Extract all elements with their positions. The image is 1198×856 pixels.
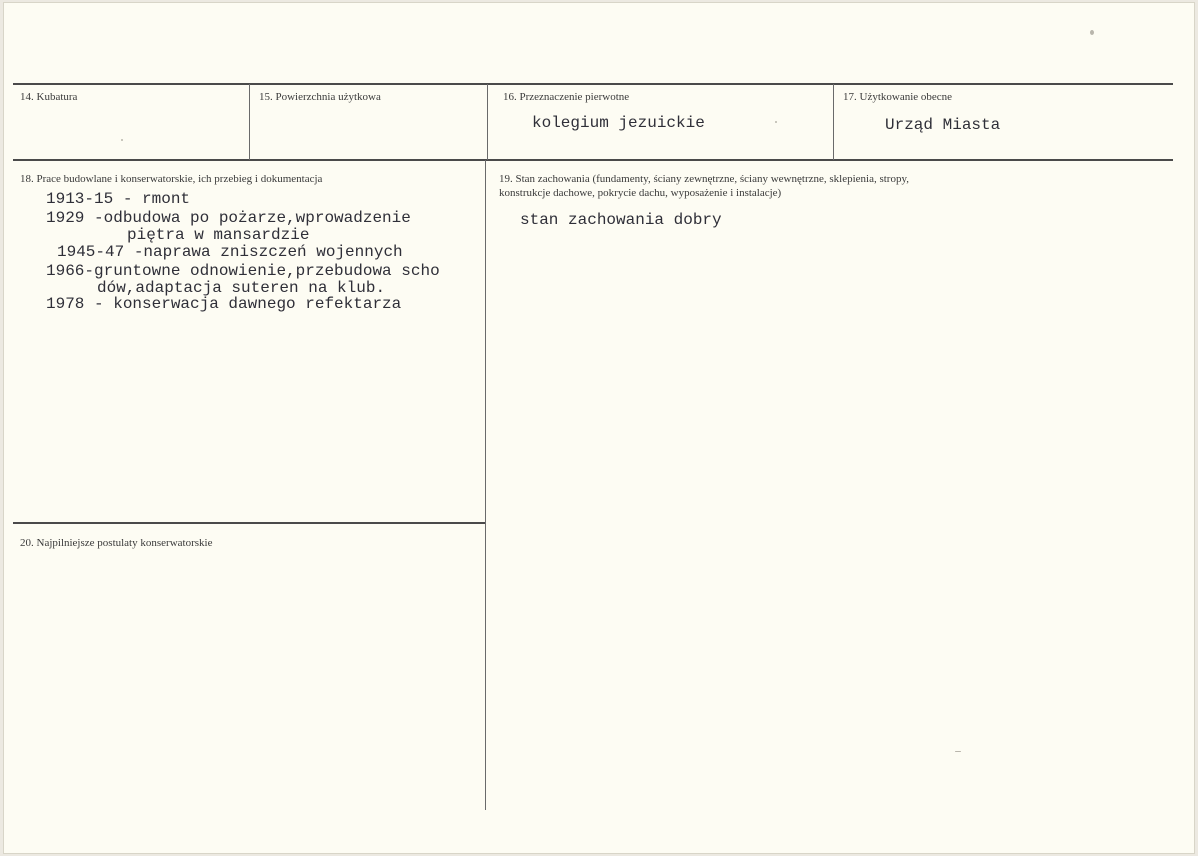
divider-14-15 bbox=[249, 84, 250, 160]
field-18-line: dów,adaptacja suteren na klub. bbox=[97, 279, 386, 297]
field-18-line: 1913-15 - rmont bbox=[46, 190, 191, 208]
field-18-line: piętra w mansardzie bbox=[127, 226, 310, 244]
paper-speck bbox=[775, 121, 777, 123]
field-17-uzytkowanie-label: 17. Użytkowanie obecne bbox=[843, 91, 953, 103]
field-18-line: 1966-gruntowne odnowienie,przebudowa scho bbox=[46, 262, 440, 280]
field-19-stan-label-line1: 19. Stan zachowania (fundamenty, ściany zewnętrzne, ściany wewnętrzne, sklepienia, stropy, bbox=[499, 173, 910, 185]
record-card bbox=[3, 2, 1195, 854]
field-19-stan-label-line2: konstrukcje dachowe, pokrycie dachu, wyposażenie i instalacje) bbox=[499, 187, 782, 199]
paper-speck bbox=[955, 751, 961, 752]
divider-16-17 bbox=[833, 84, 834, 160]
field-18-line: 1929 -odbudowa po pożarze,wprowadzenie bbox=[46, 209, 411, 227]
field-18-prace-label: 18. Prace budowlane i konserwatorskie, ich przebieg i dokumentacja bbox=[20, 173, 323, 185]
field-18-line: 1945-47 -naprawa zniszczeń wojennych bbox=[57, 243, 403, 261]
paper-speck bbox=[121, 139, 123, 141]
field-16-przeznaczenie-label: 16. Przeznaczenie pierwotne bbox=[503, 91, 630, 103]
top-rule bbox=[13, 83, 1173, 85]
field-17-uzytkowanie-value: Urząd Miasta bbox=[885, 116, 1001, 134]
field-20-postulaty-label: 20. Najpilniejsze postulaty konserwatorskie bbox=[20, 537, 213, 549]
middle-rule bbox=[13, 159, 1173, 161]
field-19-stan-value: stan zachowania dobry bbox=[520, 211, 722, 229]
field-15-powierzchnia-label: 15. Powierzchnia użytkowa bbox=[259, 91, 381, 103]
section-20-rule bbox=[13, 522, 485, 524]
field-18-line: 1978 - konserwacja dawnego refektarza bbox=[46, 295, 402, 313]
field-14-kubatura-label: 14. Kubatura bbox=[20, 91, 78, 103]
paper-speck bbox=[1090, 30, 1094, 35]
divider-15-16 bbox=[487, 84, 488, 160]
divider-left-right bbox=[485, 160, 486, 810]
field-16-przeznaczenie-value: kolegium jezuickie bbox=[532, 114, 705, 132]
